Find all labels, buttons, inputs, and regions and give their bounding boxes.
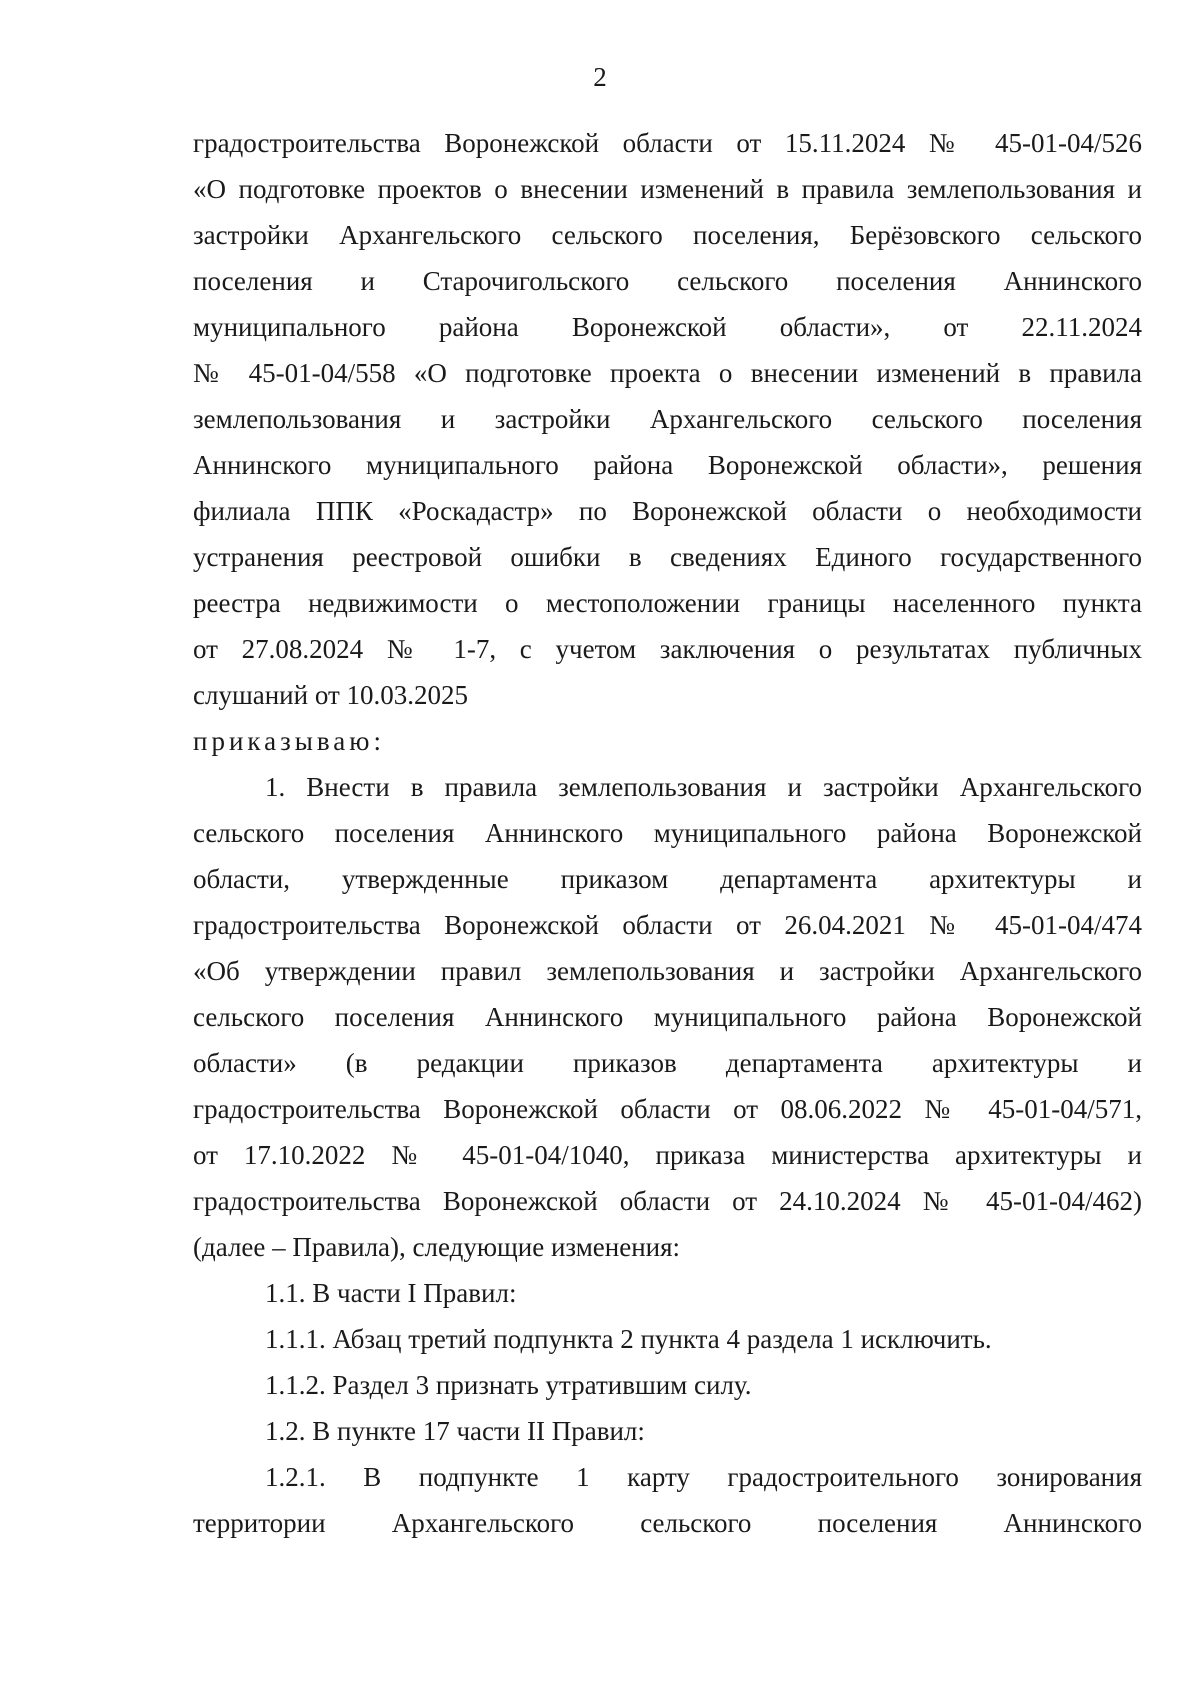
- text-line: 1. Внести в правила землепользования и застройки Архангельского: [265, 772, 1142, 802]
- text-line: области, утвержденные приказом департамента архитектуры и: [193, 864, 1142, 894]
- text-line: 1.2. В пункте 17 части II Правил:: [265, 1416, 645, 1446]
- text-line: Аннинского муниципального района Воронежской области», решения: [193, 450, 1142, 480]
- text-line: муниципального района Воронежской области», от 22.11.2024: [193, 312, 1142, 342]
- page-number: 2: [593, 62, 607, 92]
- text-line: от 27.08.2024 № 1-7, с учетом заключения о результатах публичных: [193, 634, 1142, 664]
- text-line: сельского поселения Аннинского муниципального района Воронежской: [193, 818, 1142, 848]
- text-line: филиала ППК «Роскадастр» по Воронежской области о необходимости: [193, 496, 1142, 526]
- text-line: градостроительства Воронежской области от 24.10.2024 № 45-01-04/462): [193, 1186, 1142, 1216]
- text-line: от 17.10.2022 № 45-01-04/1040, приказа министерства архитектуры и: [193, 1140, 1142, 1170]
- text-line: устранения реестровой ошибки в сведениях Единого государственного: [193, 542, 1142, 572]
- text-line: градостроительства Воронежской области от 15.11.2024 № 45-01-04/526: [193, 128, 1142, 158]
- text-line: реестра недвижимости о местоположении границы населенного пункта: [193, 588, 1142, 618]
- text-line: 1.1. В части I Правил:: [265, 1278, 517, 1308]
- text-line: сельского поселения Аннинского муниципального района Воронежской: [193, 1002, 1142, 1032]
- order-word: приказываю:: [193, 726, 385, 756]
- text-line: № 45-01-04/558 «О подготовке проекта о внесении изменений в правила: [193, 358, 1142, 388]
- text-line: застройки Архангельского сельского поселения, Берёзовского сельского: [193, 220, 1142, 250]
- text-line: территории Архангельского сельского поселения Аннинского: [193, 1508, 1142, 1538]
- text-line: (далее – Правила), следующие изменения:: [193, 1232, 681, 1262]
- text-line: поселения и Старочигольского сельского поселения Аннинского: [193, 266, 1142, 296]
- text-line: градостроительства Воронежской области от 26.04.2021 № 45-01-04/474: [193, 910, 1142, 940]
- text-line: 1.2.1. В подпункте 1 карту градостроительного зонирования: [265, 1462, 1142, 1492]
- text-line: «Об утверждении правил землепользования и застройки Архангельского: [193, 956, 1142, 986]
- text-line: градостроительства Воронежской области от 08.06.2022 № 45-01-04/571,: [193, 1094, 1142, 1124]
- text-line: слушаний от 10.03.2025: [193, 680, 469, 710]
- text-line: 1.1.1. Абзац третий подпункта 2 пункта 4 раздела 1 исключить.: [265, 1324, 992, 1354]
- document-body: [193, 120, 1142, 1546]
- text-line: области» (в редакции приказов департамента архитектуры и: [193, 1048, 1142, 1078]
- text-line: «О подготовке проектов о внесении изменений в правила землепользования и: [193, 174, 1142, 204]
- text-line: землепользования и застройки Архангельского сельского поселения: [193, 404, 1142, 434]
- text-line: 1.1.2. Раздел 3 признать утратившим силу.: [265, 1370, 752, 1400]
